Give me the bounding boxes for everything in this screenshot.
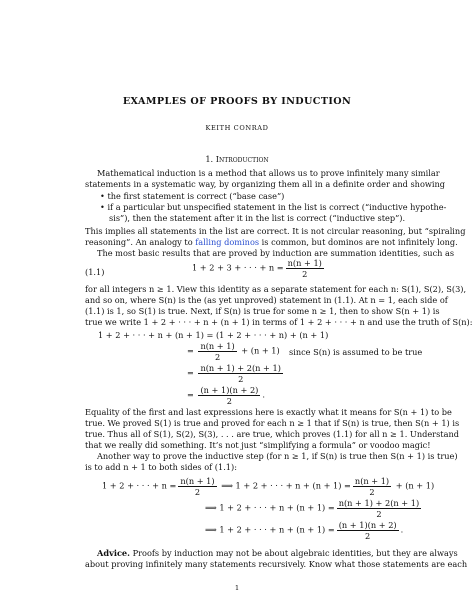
bullet-item-2: • if a particular but unspecified statement in the list is correct (“inductive hypothe- [100,202,447,212]
chain2-line-2 [205,498,423,519]
fraction [198,363,282,384]
para2-line-3: The most basic results that are proved by induction are summation identities, such as [97,248,455,258]
para2-line-2 [85,237,458,248]
chain-step-1: = $\frac{n(n + 1)}{2}$ + (n + 1) [187,341,280,362]
numerator: n(n + 1) [287,258,322,268]
page-number: 1 [234,584,240,592]
intro-line-2: statements in a systematic way, by organizing them all in a definite order and showing [85,179,446,189]
denominator: 2 [194,487,201,497]
chain-step-1-note: since S(n) is assumed to be true [289,347,423,357]
para3-line-1: for all integers n ≥ 1. View this identity as a separate statement for each n: S(1), S(2), S(3), [85,284,467,294]
implication: ⟹ 1 + 2 + · · · + n + (n + 1) = [205,502,335,513]
para4-line-5: Another way to prove the inductive step (for n ≥ 1, if S(n) is true then S(n + 1) is true) [97,451,458,461]
bullet-item-2-cont: sis”), then the statement after it in the list is correct (“inductive step”). [109,213,406,223]
numerator: n(n + 1) + 2(n + 1) [200,363,281,373]
denominator: 2 [226,396,233,406]
equation-lhs: 1 + 2 + · · · + n = [102,480,177,491]
bullet-text: the first statement is correct (“base case”) [107,191,285,201]
fraction [337,520,399,541]
author-name: KEITH CONRAD [205,124,269,132]
intro-line-1: Mathematical induction is a method that allows us to prove infinitely many similar [97,168,440,178]
bullet-item-1: • the first statement is correct (“base case”) [100,191,285,201]
term: + (n + 1) [395,480,435,491]
para2-line-1: This implies all statements in the list are correct. It is not circular reasoning, but “spiraling [85,226,466,236]
para4-line-3: true. Thus all of S(1), S(2), S(3), . . . are true, which proves (1.1) for all n ≥ 1. Understand [85,429,459,439]
denominator: 2 [369,487,375,497]
denominator: 2 [238,374,244,384]
advice-line-1 [85,548,458,559]
chain-line-1: 1 + 2 + · · · + n + (n + 1) = (1 + 2 + · · · + n) + (n + 1) [98,330,329,340]
advice-heading: Advice. [97,548,130,558]
fraction [198,385,260,406]
chain-step-3: = $\frac{(n + 1)(n + 2)}{2}$ . [187,385,265,406]
denominator: 2 [214,352,221,362]
fraction [178,476,216,497]
chain2-line-1 [102,476,434,497]
numerator: n(n + 1) [180,476,215,486]
numerator: n(n + 1) [354,476,390,486]
term: + (n + 1) [241,345,280,356]
denominator: 2 [365,531,371,541]
chain-step-2: = $\frac{n(n + 1) + 2(n + 1)}{2}$ [187,363,281,384]
numerator: n(n + 1) + 2(n + 1) [338,498,420,508]
section-heading: 1. Introduction [205,154,269,164]
fraction [353,476,391,497]
para4-line-6: is to add n + 1 to both sides of (1.1): [85,462,237,472]
para3-line-3: (1.1) is 1, so S(1) is true. Next, if S(n) is true for some n ≥ 1, then to show S(n + 1) is [85,306,440,316]
implication: ⟹ 1 + 2 + · · · + n + (n + 1) = [221,480,351,491]
para4-line-2: true. We proved S(1) is true and proved for each n ≥ 1 that if S(n) is true, then S(n + 1) is [85,418,460,428]
text-run: reasoning”. An analogy to [85,237,196,247]
numerator: n(n + 1) [200,341,235,351]
text-run: is common, but dominos are not infinitely long. [259,237,458,247]
paper-title: EXAMPLES OF PROOFS BY INDUCTION [122,96,352,107]
para4-line-4: that we really did something. It’s not just “simplifying a formula” or voodoo magic! [85,440,431,450]
numerator: (n + 1)(n + 2) [200,385,259,395]
equation-1-1 [192,258,326,279]
falling-dominos-link[interactable]: falling dominos [195,237,260,247]
text-run: Proofs by induction may not be about algebraic identities, but they are always [130,548,458,558]
para3-line-2: and so on, where S(n) is the (as yet unproved) statement in (1.1). At n = 1, each side of [85,295,448,305]
advice-line-2: about proving infinitely many statements recursively. Know what those statements are each [85,559,468,569]
fraction [337,498,421,519]
denominator: 2 [376,509,382,519]
implication: ⟹ 1 + 2 + · · · + n + (n + 1) = [205,524,335,535]
numerator: (n + 1)(n + 2) [338,520,397,530]
chain2-line-3: ⟹ 1 + 2 + · · · + n + (n + 1) = $\frac{(n + 1)(n + 2)}{2}$ . [205,520,404,541]
para4-line-1: Equality of the first and last expressions here is exactly what it means for S(n + 1) to be [85,407,452,417]
para3-line-4: true we write 1 + 2 + · · · + n + (n + 1) in terms of 1 + 2 + · · · + n and use the truth of S(n): [85,317,473,327]
equation-lhs: 1 + 2 + 3 + · · · + n = [192,262,284,273]
bullet-text: if a particular but unspecified statement in the list is correct (“inductive hypothe- [107,202,447,212]
fraction [198,341,236,362]
equation-tag: (1.1) [85,267,105,277]
fraction [286,258,324,279]
denominator: 2 [302,269,308,279]
